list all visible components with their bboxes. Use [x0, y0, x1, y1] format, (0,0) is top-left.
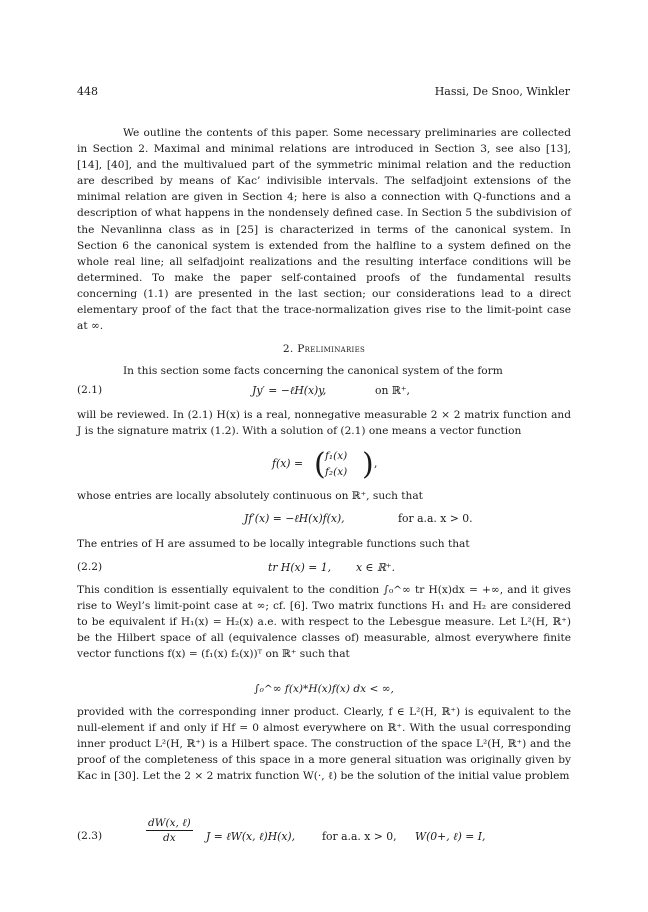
equation-2-1-domain: on ℝ⁺,	[375, 384, 410, 397]
section-heading	[0, 343, 648, 355]
equation-2-3	[0, 816, 648, 852]
intro-paragraph: We outline the contents of this paper. Some necessary preliminaries are collected in Section 2. Maximal and minimal relations are introduced in Section 3, see also [13], [14], [40], and the multivalued part of the symmetric minimal relation and the reduction are described by means of Kac’ indivisible intervals. The selfadjoint extensions of the minimal relation are given in Section 4; here is also a connection with Q-functions and a description of what happens in the nondensely defined case. In Section 5 the subdivision of the Nevanlinna class as in [25] is characterized in terms of the canonical system. In Section 6 the canonical system is extended from the halfline to a system defined on the whole real line; all selfadjoint realizations and the resulting interface conditions will be determined. To make the paper self-contained proofs of the fundamental results concerning (1.1) are presented in the last section; our considerations lead to a direct elementary proof of the fact that the trace-normalization gives rise to the limit-point case at ∞.	[77, 127, 571, 333]
paragraph-entries: whose entries are locally absolutely continuous on ℝ⁺, such that	[77, 490, 423, 502]
fraction-denominator: dx	[163, 832, 176, 844]
equation-2-1-body: Jy′ = −ℓH(x)y,	[252, 384, 327, 397]
section-intro: In this section some facts concerning the canonical system of the form	[123, 365, 503, 377]
fraction-numerator: dW(x, ℓ)	[148, 817, 191, 829]
vector-top: f₁(x)	[325, 450, 348, 462]
vector-definition	[0, 448, 648, 484]
section-number: 2.	[282, 343, 294, 355]
equation-integral: ∫₀^∞ f(x)*H(x)f(x) dx < ∞,	[254, 683, 394, 695]
equation-2-3-initial: W(0+, ℓ) = I,	[415, 830, 486, 843]
equation-2-3-condition: for a.a. x > 0,	[322, 830, 397, 843]
equation-label-2-2: (2.2)	[77, 561, 103, 573]
left-paren: (	[314, 447, 326, 482]
right-paren: )	[362, 447, 374, 482]
vector-lhs: f(x) =	[272, 457, 303, 470]
page-number: 448	[77, 85, 98, 98]
paragraph-provided: provided with the corresponding inner product. Clearly, f ∈ L²(H, ℝ⁺) is equivalent to the null-element if and only if Hf = 0 almost everywhere on ℝ⁺. With the usual corresponding inner product L²(H, ℝ⁺) is a Hilbert space. The construction of the space L²(H, ℝ⁺) and the proof of the completeness of this space in a more general situation was originally given by Kac in [30]. Let the 2 × 2 matrix function W(·, ℓ) be the solution of the initial value problem	[77, 706, 571, 783]
equation-2-2-domain: x ∈ ℝ⁺.	[356, 561, 396, 574]
paragraph-condition: This condition is essentially equivalent to the condition ∫₀^∞ tr H(x)dx = +∞, and it gives rise to Weyl’s limit-point case at ∞; cf. [6]. Two matrix functions H₁ and H₂ are considered to be equivalent if H₁(x) = H₂(x) a.e. with respect to the Lebesgue measure. Let L²(H, ℝ⁺) be the Hilbert space of all (equivalence classes of) measurable, almost everywhere finite vector functions f(x) = (f₁(x) f₂(x))ᵀ on ℝ⁺ such that	[77, 584, 571, 661]
equation-2-2-body: tr H(x) = 1,	[268, 561, 332, 574]
equation-label-2-1: (2.1)	[77, 384, 103, 396]
running-title: Hassi, De Snoo, Winkler	[434, 85, 570, 98]
paragraph-entries-H: The entries of H are assumed to be locally integrable functions such that	[77, 538, 470, 550]
equation-2-3-fraction	[146, 816, 193, 845]
equation-label-2-3: (2.3)	[77, 830, 103, 842]
equation-jf-condition: for a.a. x > 0.	[398, 512, 473, 525]
equation-jf-body: Jf′(x) = −ℓH(x)f(x),	[244, 512, 345, 525]
section-title: Preliminaries	[297, 343, 366, 355]
equation-2-3-rest: J = ℓW(x, ℓ)H(x),	[206, 830, 296, 843]
paragraph-review: will be reviewed. In (2.1) H(x) is a real, nonnegative measurable 2 × 2 matrix function and J is the signature matrix (1.2). With a solution of (2.1) one means a vector function	[77, 409, 571, 438]
vector-comma: ,	[374, 457, 378, 470]
vector-bottom: f₂(x)	[325, 466, 348, 478]
